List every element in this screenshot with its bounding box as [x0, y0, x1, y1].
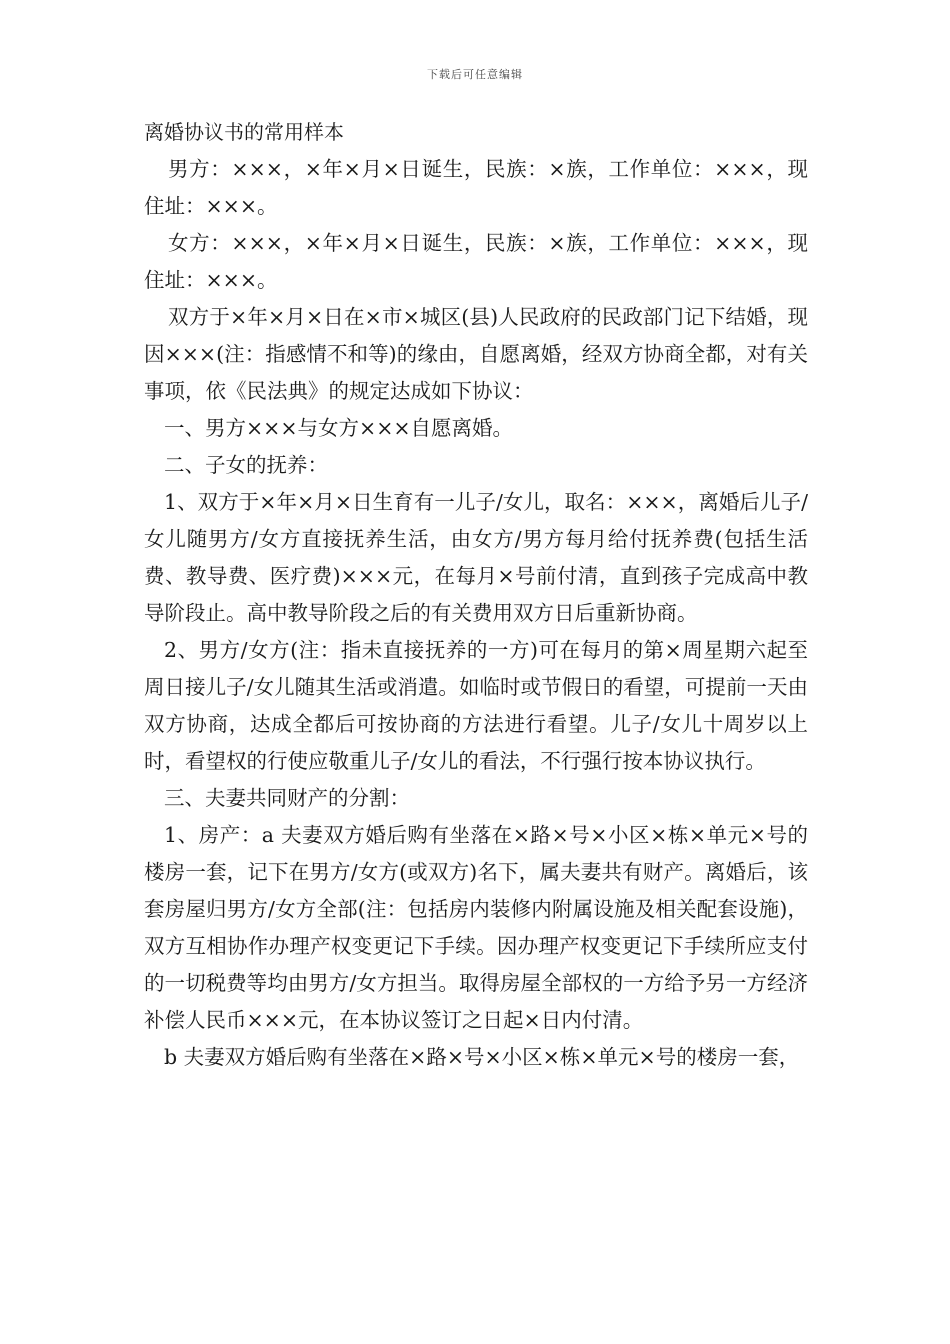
paragraph-child-custody: 1、双方于×年×月×日生育有一儿子/女儿，取名：×××，离婚后儿子/女儿随男方/女方直接抚养生活，由女方/男方每月给付抚养费(包括生活费、教导费、医疗费)×××元，在每月×号前付清，直到孩子完成高中教导阶段止。高中教导阶段之后的有关费用双方日后重新协商。: [144, 490, 808, 625]
header-note: 下载后可任意编辑: [427, 68, 523, 81]
paragraph-marriage-background: 双方于×年×月×日在×市×城区(县)人民政府的民政部门记下结婚，现因×××(注：指感情不和等)的缘由，自愿离婚，经双方协商全都，对有关事项，依《民法典》的规定达成如下协议：: [144, 305, 808, 403]
paragraph-female-party: 女方：×××，×年×月×日诞生，民族：×族，工作单位：×××，现住址：×××。: [144, 231, 808, 292]
document-body: [144, 114, 808, 1076]
paragraph-property-b: b 夫妻双方婚后购有坐落在×路×号×小区×栋×单元×号的楼房一套，: [164, 1045, 800, 1069]
paragraph-property-a: 1、房产：a 夫妻双方婚后购有坐落在×路×号×小区×栋×单元×号的楼房一套，记下在男方/女方(或双方)名下，属夫妻共有财产。离婚后，该套房屋归男方/女方全部(注：包括房内装修内附属设施及相关配套设施)，双方互相协作办理产权变更记下手续。因办理产权变更记下手续所应支付的一切税费等均由男方/女方担当。取得房屋全部权的一方给予另一方经济补偿人民币×××元，在本协议签订之日起×日内付清。: [144, 823, 808, 1032]
paragraph-visitation: 2、男方/女方(注：指未直接抚养的一方)可在每月的第×周星期六起至周日接儿子/女儿随其生活或消遣。如临时或节假日的看望，可提前一天由双方协商，达成全都后可按协商的方法进行看望。儿子/女儿十周岁以上时，看望权的行使应敬重儿子/女儿的看法，不行强行按本协议执行。: [144, 638, 808, 773]
paragraph-clause-3-heading: 三、夫妻共同财产的分割：: [164, 786, 410, 810]
paragraph-clause-1: 一、男方×××与女方×××自愿离婚。: [164, 416, 514, 440]
paragraph-clause-2-heading: 二、子女的抚养：: [164, 453, 328, 477]
paragraph-male-party: 男方：×××，×年×月×日诞生，民族：×族，工作单位：×××，现住址：×××。: [144, 157, 808, 218]
document-title: 离婚协议书的常用样本: [144, 120, 344, 144]
